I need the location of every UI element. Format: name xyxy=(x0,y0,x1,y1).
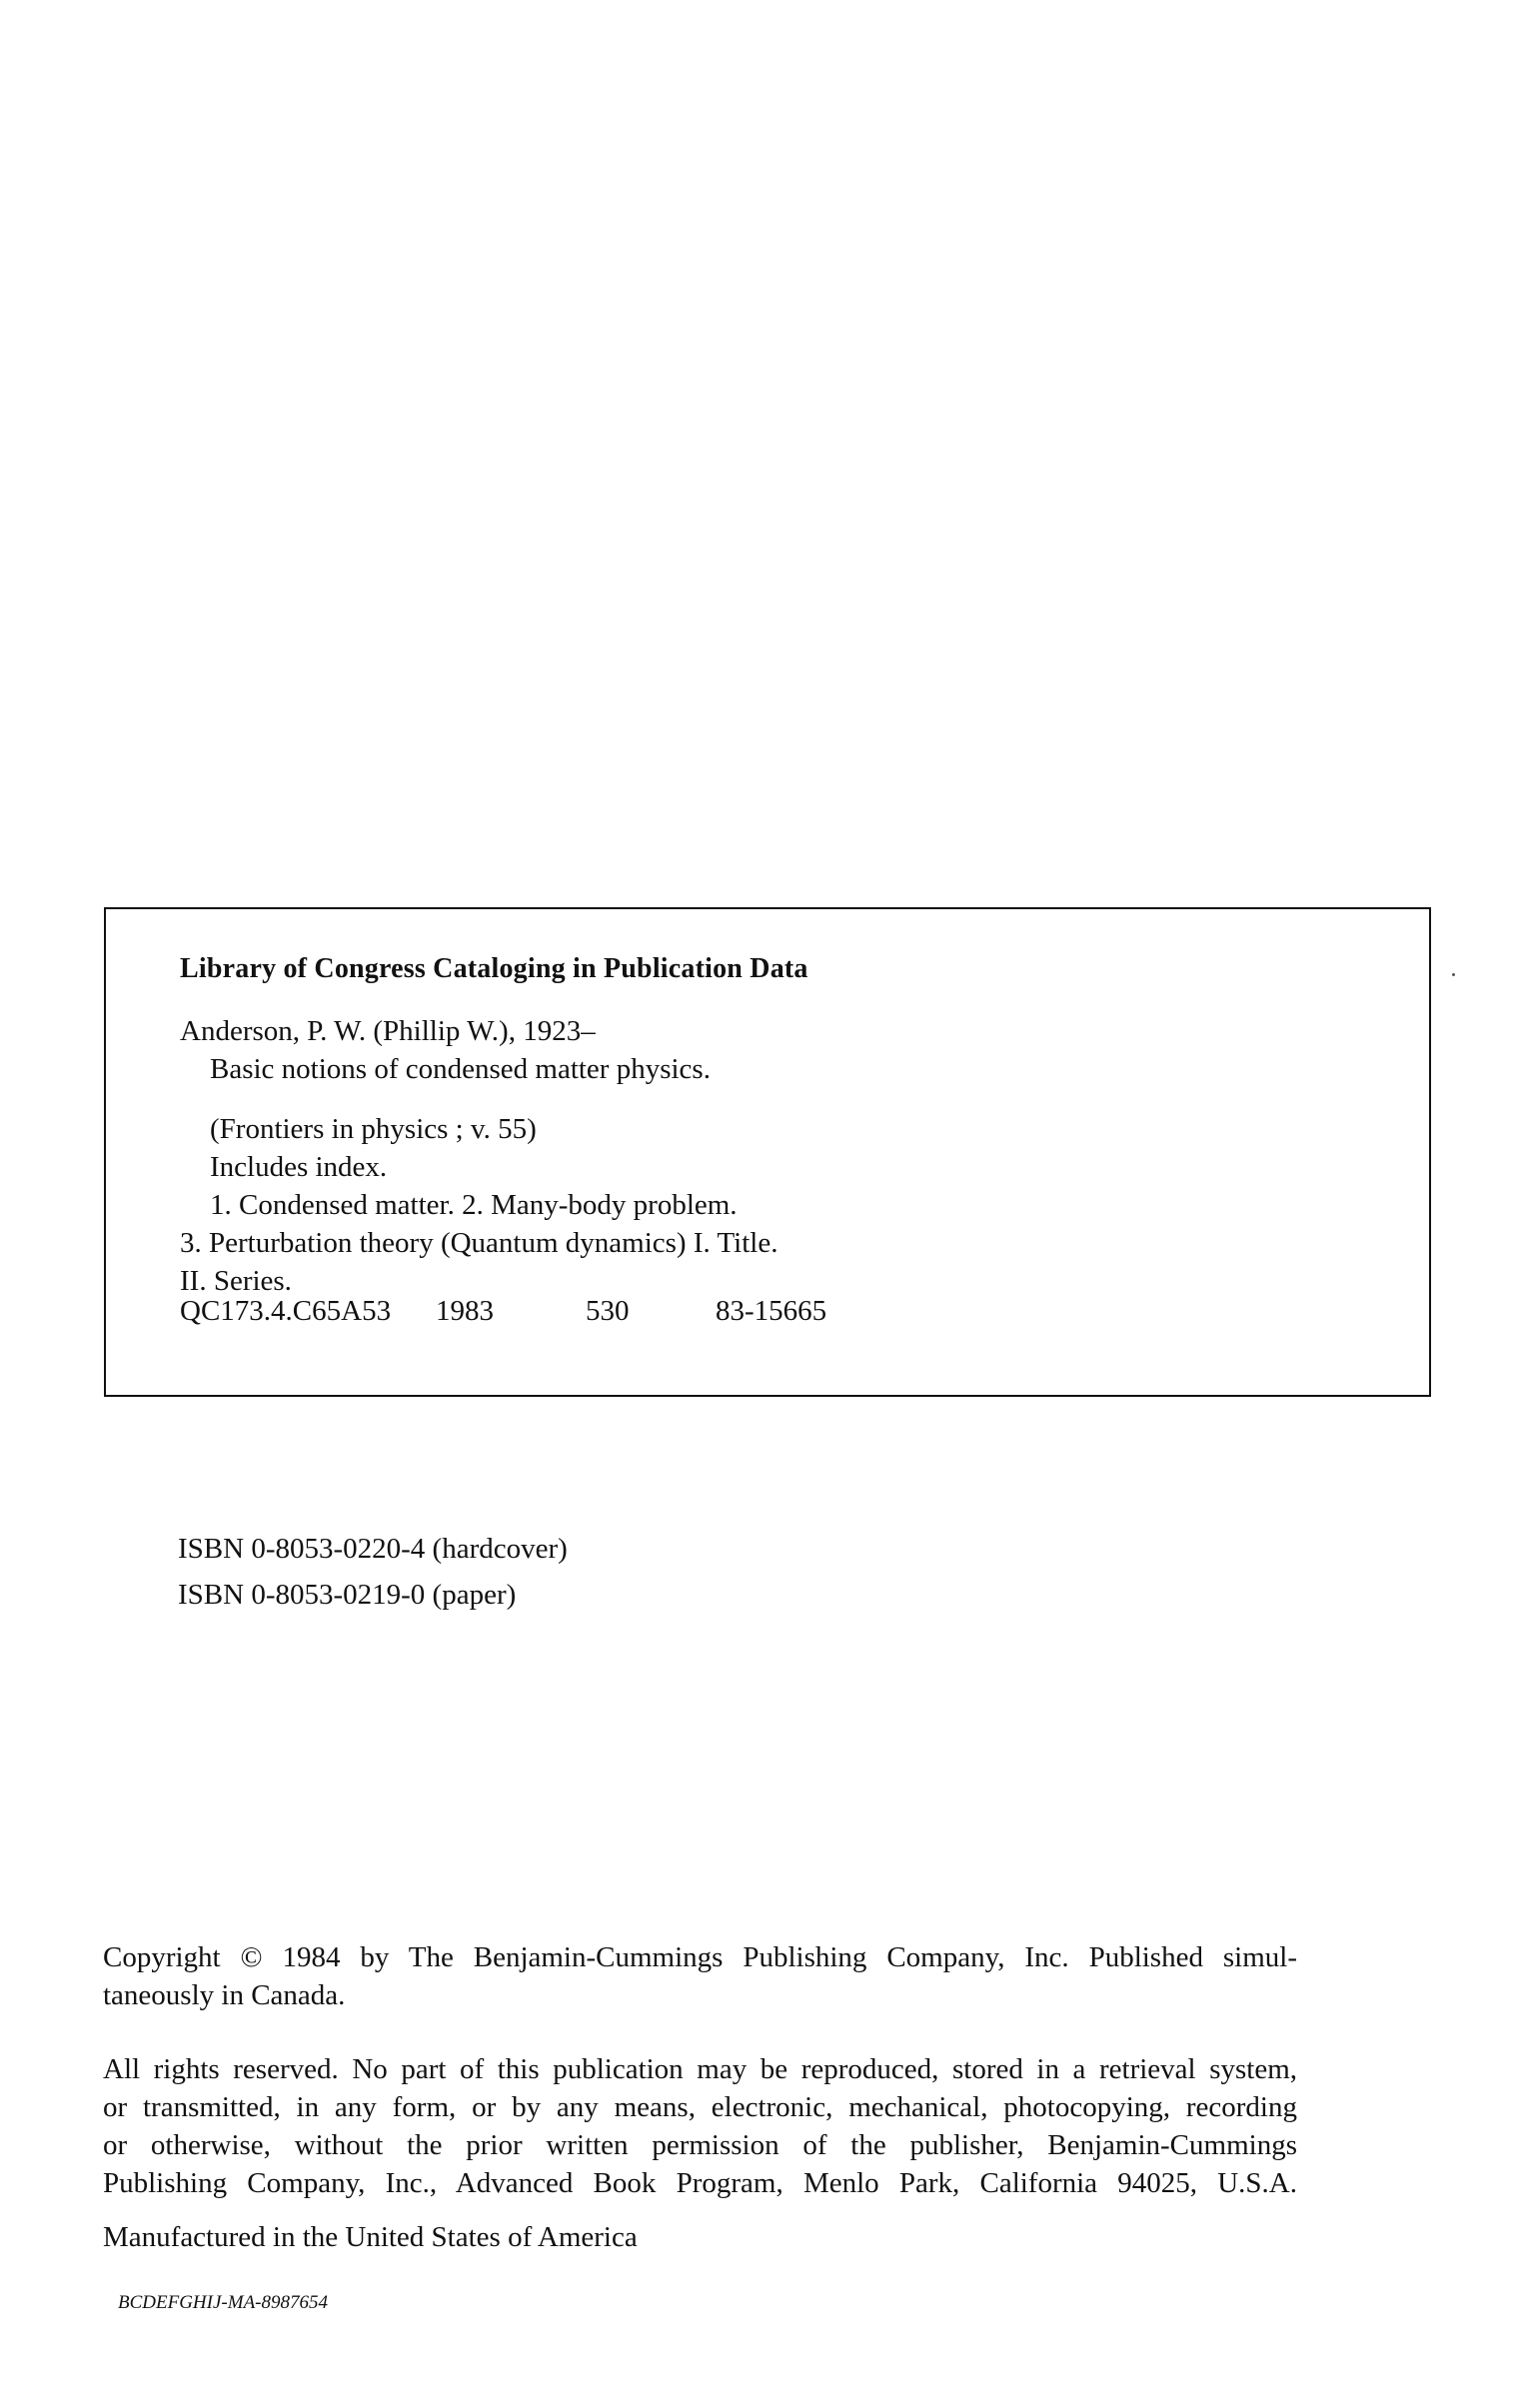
print-code: BCDEFGHIJ-MA-8987654 xyxy=(118,2292,329,2313)
cip-lccn: 83-15665 xyxy=(716,1295,827,1327)
cip-call-number: QC173.4.C65A53 xyxy=(180,1295,392,1327)
cip-series-note: (Frontiers in physics ; v. 55) xyxy=(210,1113,537,1145)
cip-subjects-line2: 3. Perturbation theory (Quantum dynamics) I. Title. xyxy=(180,1227,778,1259)
copyright-line-1: Copyright © 1984 by The Benjamin-Cummings Publishing Company, Inc. Published simul- xyxy=(103,1941,1297,1973)
cip-subjects-line1: 1. Condensed matter. 2. Many-body problem. xyxy=(210,1189,738,1221)
isbn-paper: ISBN 0-8053-0219-0 (paper) xyxy=(178,1579,517,1611)
rights-line-2: or transmitted, in any form, or by any means, electronic, mechanical, photocopying, recording xyxy=(103,2091,1297,2123)
manufactured-notice: Manufactured in the United States of America xyxy=(103,2221,638,2253)
rights-line-3: or otherwise, without the prior written permission of the publisher, Benjamin-Cummings xyxy=(103,2129,1297,2161)
copyright-notice xyxy=(103,1938,1302,2014)
rights-line-1: All rights reserved. No part of this publication may be reproduced, stored in a retrieval system, xyxy=(103,2053,1297,2085)
cip-year: 1983 xyxy=(436,1295,494,1327)
cip-index-note: Includes index. xyxy=(210,1151,388,1183)
isbn-hardcover: ISBN 0-8053-0220-4 (hardcover) xyxy=(178,1533,568,1565)
rights-notice xyxy=(103,2050,1302,2202)
cip-dewey: 530 xyxy=(586,1295,630,1327)
cataloging-data-box xyxy=(104,907,1431,1397)
rights-line-4: Publishing Company, Inc., Advanced Book Program, Menlo Park, California 94025, U.S.A. xyxy=(103,2167,1297,2199)
copyright-line-2: taneously in Canada. xyxy=(103,1979,346,2011)
cip-author: Anderson, P. W. (Phillip W.), 1923– xyxy=(180,1015,596,1047)
cip-subjects-line3: II. Series. xyxy=(180,1265,292,1297)
cip-heading: Library of Congress Cataloging in Publication Data xyxy=(180,953,808,984)
cip-title: Basic notions of condensed matter physics. xyxy=(210,1053,711,1085)
scan-speck xyxy=(1452,973,1455,976)
